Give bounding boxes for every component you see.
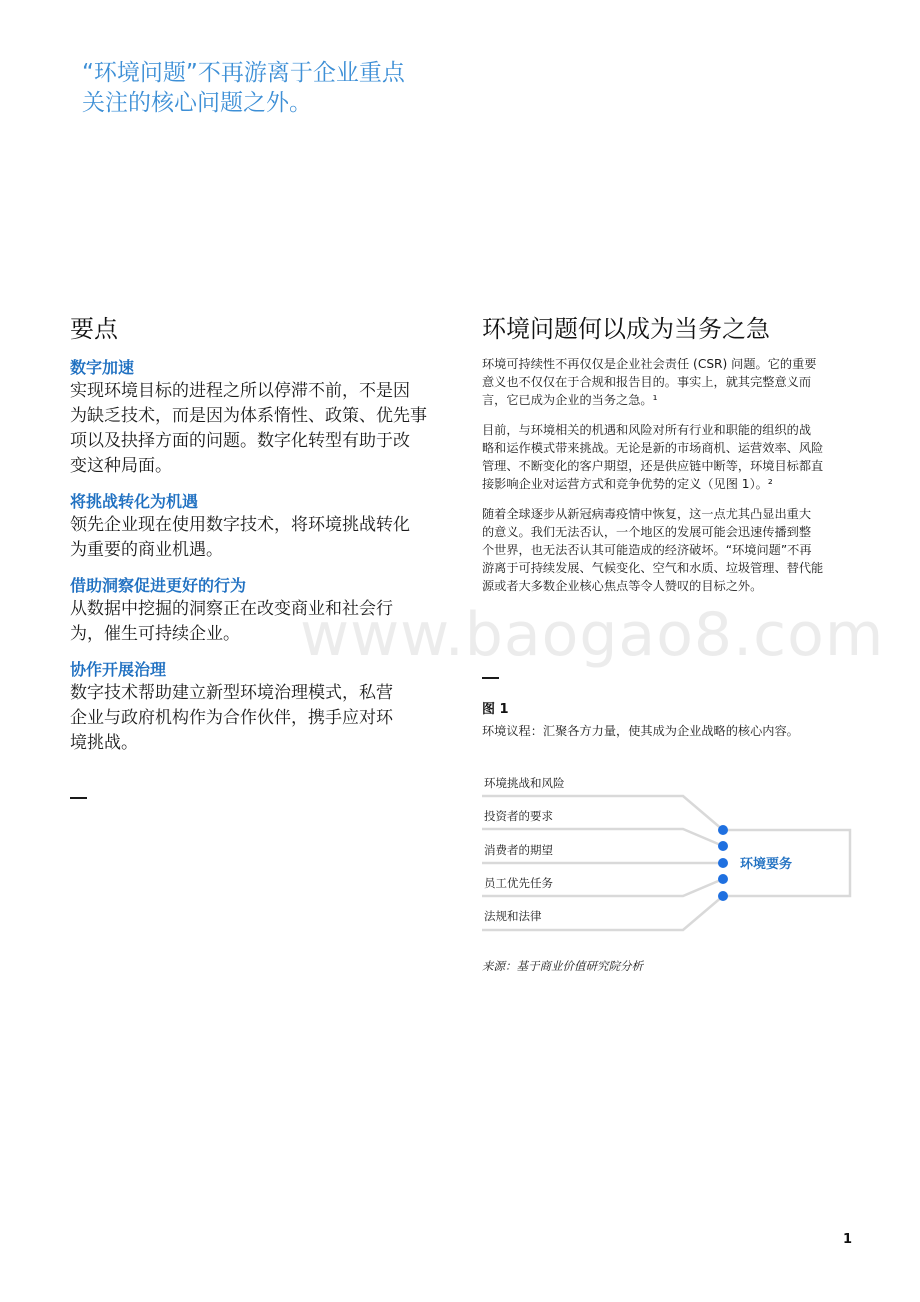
paragraph-line: 言，它已成为企业的当务之急。¹ — [482, 393, 658, 407]
key-point — [70, 357, 450, 479]
paragraph-line: 略和运作模式带来挑战。无论是新的市场商机、运营效率、风险 — [482, 441, 824, 455]
output-label: 环境要务 — [740, 857, 793, 872]
key-point-line: 变这种局面。 — [70, 456, 172, 476]
key-point-line: 为缺乏技术，而是因为体系惰性、政策、优先事 — [70, 406, 427, 426]
key-points-list — [70, 357, 450, 768]
article-paragraph — [482, 421, 857, 493]
figure-divider-dash — [482, 677, 499, 679]
input-label-3: 消费者的期望 — [484, 843, 553, 857]
paragraph-line: 个世界，也无法否认其可能造成的经济破坏。“环境问题”不再 — [482, 543, 812, 557]
figure-diagram — [478, 768, 858, 938]
input-label-4: 员工优先任务 — [484, 876, 553, 890]
key-point — [70, 659, 450, 756]
section-divider-dash — [70, 797, 87, 799]
key-point-line: 项以及抉择方面的问题。数字化转型有助于改 — [70, 431, 410, 451]
connector-dot-4 — [718, 874, 728, 884]
figure-title: 图 1 — [482, 702, 509, 717]
key-point-body — [70, 379, 450, 479]
input-labels — [484, 776, 565, 923]
paragraph-line: 目前，与环境相关的机遇和风险对所有行业和职能的组织的战 — [482, 423, 812, 437]
connector-dot-5 — [718, 891, 728, 901]
watermark: www.baogao8.com — [300, 600, 885, 670]
figure-caption: 环境议程：汇聚各方力量，使其成为企业战略的核心内容。 — [482, 724, 799, 738]
paragraph-line: 的意义。我们无法否认，一个地区的发展可能会迅速传播到整 — [482, 525, 812, 539]
key-point-line: 企业与政府机构作为合作伙伴，携手应对环 — [70, 708, 393, 728]
key-point-line: 为，催生可持续企业。 — [70, 624, 240, 644]
pull-quote — [82, 58, 462, 118]
pull-quote-line-2: 关注的核心问题之外。 — [82, 90, 312, 116]
paragraph-line: 游离于可持续发展、气候变化、空气和水质、垃圾管理、替代能 — [482, 561, 824, 575]
input-label-2: 投资者的要求 — [484, 809, 553, 823]
article-heading: 环境问题何以成为当务之急 — [482, 315, 770, 343]
key-point-line: 实现环境目标的进程之所以停滞不前，不是因 — [70, 381, 410, 401]
paragraph-line: 管理、不断变化的客户期望，还是供应链中断等，环境目标都直 — [482, 459, 824, 473]
article-paragraph — [482, 505, 857, 595]
figure-source: 来源：基于商业价值研究院分析 — [482, 959, 643, 973]
key-point-body — [70, 681, 450, 756]
input-label-1: 环境挑战和风险 — [484, 776, 565, 790]
key-point-title: 借助洞察促进更好的行为 — [70, 576, 247, 595]
connector-dot-1 — [718, 825, 728, 835]
connector-dot-2 — [718, 841, 728, 851]
paragraph-line: 意义也不仅仅在于合规和报告目的。事实上，就其完整意义而 — [482, 375, 812, 389]
key-point-title: 将挑战转化为机遇 — [70, 492, 199, 511]
key-point-title: 协作开展治理 — [70, 660, 167, 679]
paragraph-line: 源或者大多数企业核心焦点等令人赞叹的目标之外。 — [482, 579, 763, 593]
connector-dots — [718, 825, 728, 901]
paragraph-line: 随着全球逐步从新冠病毒疫情中恢复，这一点尤其凸显出重大 — [482, 507, 812, 521]
key-point-line: 从数据中挖掘的洞察正在改变商业和社会行 — [70, 599, 393, 619]
key-point-line: 为重要的商业机遇。 — [70, 540, 223, 560]
article-body — [482, 355, 857, 607]
paragraph-line: 接影响企业对运营方式和竞争优势的定义（见图 1）。² — [482, 477, 773, 491]
key-point-title: 数字加速 — [70, 358, 135, 377]
page-number: 1 — [843, 1232, 853, 1247]
key-point-line: 领先企业现在使用数字技术，将环境挑战转化 — [70, 515, 410, 535]
article-paragraph — [482, 355, 857, 409]
key-point-line: 境挑战。 — [70, 733, 138, 753]
pull-quote-line-1: “环境问题”不再游离于企业重点 — [82, 60, 405, 86]
paragraph-line: 环境可持续性不再仅仅是企业社会责任 (CSR) 问题。它的重要 — [482, 357, 817, 371]
connector-dot-3 — [718, 858, 728, 868]
key-point-body — [70, 513, 450, 563]
input-label-5: 法规和法律 — [484, 909, 542, 923]
key-points-heading: 要点 — [70, 315, 118, 343]
key-point-line: 数字技术帮助建立新型环境治理模式，私营 — [70, 683, 393, 703]
key-point — [70, 491, 450, 563]
